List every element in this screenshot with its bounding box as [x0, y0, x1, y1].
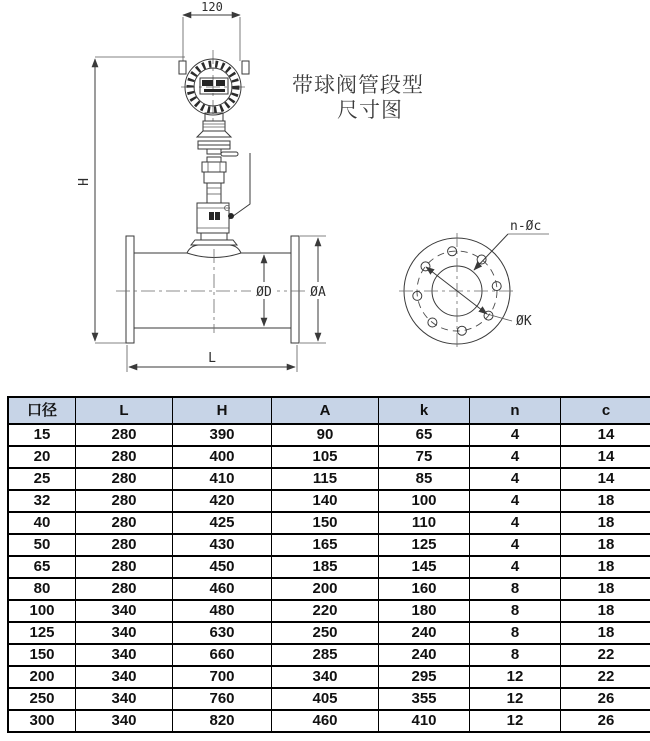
dim-label-A: ØA [310, 285, 326, 300]
table-row [8, 578, 650, 600]
table-cell: 18 [561, 600, 650, 622]
table-cell: 355 [379, 688, 470, 710]
dim-label-120: 120 [201, 0, 223, 14]
table-row [8, 446, 650, 468]
table-row [8, 600, 650, 622]
table-cell: 18 [561, 490, 650, 512]
table-cell: 185 [272, 556, 379, 578]
drawing-title [292, 74, 424, 122]
table-cell: 20 [8, 446, 76, 468]
table-cell: 140 [272, 490, 379, 512]
table-cell: 630 [173, 622, 272, 644]
table-cell: 4 [470, 534, 561, 556]
table-cell: 660 [173, 644, 272, 666]
table-cell: 100 [8, 600, 76, 622]
table-cell: 160 [379, 578, 470, 600]
table-cell: 340 [76, 600, 173, 622]
table-cell: 100 [379, 490, 470, 512]
table-cell: 340 [76, 644, 173, 666]
head-lug-left [179, 61, 186, 74]
column-header-n: n [470, 397, 561, 424]
pipe-section [116, 236, 311, 343]
dim-label-D: ØD [256, 285, 272, 300]
table-cell: 8 [470, 578, 561, 600]
valve-handle [229, 153, 250, 219]
table-cell: 145 [379, 556, 470, 578]
table-cell: 115 [272, 468, 379, 490]
table-cell: 340 [76, 622, 173, 644]
table-cell: 18 [561, 578, 650, 600]
head-lug-right [242, 61, 249, 74]
table-cell: 12 [470, 688, 561, 710]
table-cell: 340 [76, 688, 173, 710]
table-cell: 14 [561, 446, 650, 468]
dimension-bore [251, 255, 277, 326]
table-cell: 240 [379, 622, 470, 644]
table-cell: 22 [561, 666, 650, 688]
table-cell: 460 [173, 578, 272, 600]
title-line-2: 尺寸图 [337, 99, 403, 122]
table-cell: 4 [470, 556, 561, 578]
table-cell: 125 [8, 622, 76, 644]
table-cell: 4 [470, 512, 561, 534]
dimension-bolt-circle [426, 267, 532, 329]
flange-left [126, 236, 134, 343]
table-cell: 80 [8, 578, 76, 600]
title-line-1: 带球阀管段型 [292, 74, 424, 97]
table-cell: 200 [272, 578, 379, 600]
table-cell: 25 [8, 468, 76, 490]
table-cell: 4 [470, 446, 561, 468]
table-cell: 480 [173, 600, 272, 622]
table-cell: 340 [76, 666, 173, 688]
flange-right [291, 236, 299, 343]
table-cell: 280 [76, 424, 173, 446]
table-cell: 12 [470, 710, 561, 732]
table-cell: 280 [76, 490, 173, 512]
table-cell: 460 [272, 710, 379, 732]
dimension-head-width [183, 0, 240, 61]
dimension-flange-od [300, 236, 331, 343]
table-cell: 280 [76, 512, 173, 534]
table-cell: 240 [379, 644, 470, 666]
table-cell: 220 [272, 600, 379, 622]
stem-fittings [197, 113, 238, 203]
valve-handle-ball [228, 213, 234, 219]
column-header-L: L [76, 397, 173, 424]
table-cell: 18 [561, 622, 650, 644]
table-cell: 75 [379, 446, 470, 468]
table-cell: 200 [8, 666, 76, 688]
column-header-k: k [379, 397, 470, 424]
table-cell: 250 [8, 688, 76, 710]
table-cell: 425 [173, 512, 272, 534]
table-cell: 295 [379, 666, 470, 688]
table-cell: 65 [8, 556, 76, 578]
dimension-length [127, 345, 297, 372]
table-cell: 65 [379, 424, 470, 446]
table-cell: 90 [272, 424, 379, 446]
table-row [8, 622, 650, 644]
table-cell: 280 [76, 534, 173, 556]
table-cell: 8 [470, 600, 561, 622]
table-row [8, 666, 650, 688]
table-row [8, 424, 650, 446]
table-cell: 340 [272, 666, 379, 688]
table-cell: 410 [173, 468, 272, 490]
table-cell: 85 [379, 468, 470, 490]
table-cell: 26 [561, 710, 650, 732]
table-cell: 14 [561, 468, 650, 490]
table-cell: 165 [272, 534, 379, 556]
table-row [8, 512, 650, 534]
table-cell: 12 [470, 666, 561, 688]
dimension-height [77, 57, 185, 343]
table-cell: 18 [561, 556, 650, 578]
table-cell: 410 [379, 710, 470, 732]
ball-valve [197, 153, 250, 233]
table-cell: 180 [379, 600, 470, 622]
table-cell: 4 [470, 490, 561, 512]
table-row [8, 490, 650, 512]
table-cell: 820 [173, 710, 272, 732]
dim-label-L: L [208, 351, 216, 366]
dim-label-K: ØK [516, 314, 532, 329]
table-cell: 280 [76, 446, 173, 468]
flange-end-view [399, 219, 549, 349]
table-cell: 4 [470, 424, 561, 446]
column-header-diameter: 口径 [8, 397, 76, 424]
table-cell: 700 [173, 666, 272, 688]
table-cell: 390 [173, 424, 272, 446]
table-cell: 760 [173, 688, 272, 710]
table-cell: 18 [561, 512, 650, 534]
column-header-A: A [272, 397, 379, 424]
dimension-table [7, 396, 650, 733]
table-cell: 8 [470, 644, 561, 666]
table-cell: 105 [272, 446, 379, 468]
table-cell: 40 [8, 512, 76, 534]
table-cell: 430 [173, 534, 272, 556]
table-cell: 4 [470, 468, 561, 490]
hex-nut [202, 162, 226, 172]
table-cell: 50 [8, 534, 76, 556]
table-cell: 400 [173, 446, 272, 468]
table-cell: 14 [561, 424, 650, 446]
column-header-H: H [173, 397, 272, 424]
table-cell: 32 [8, 490, 76, 512]
table-row [8, 468, 650, 490]
table-row [8, 644, 650, 666]
table-cell: 26 [561, 688, 650, 710]
table-cell: 110 [379, 512, 470, 534]
dimension-table-body [8, 424, 650, 732]
table-cell: 285 [272, 644, 379, 666]
table-row [8, 710, 650, 732]
table-cell: 8 [470, 622, 561, 644]
table-cell: 405 [272, 688, 379, 710]
dim-label-H: H [77, 178, 92, 186]
dim-label-nc: n-Øc [510, 219, 542, 234]
table-cell: 450 [173, 556, 272, 578]
table-cell: 18 [561, 534, 650, 556]
table-row [8, 534, 650, 556]
table-row [8, 556, 650, 578]
table-cell: 420 [173, 490, 272, 512]
table-cell: 280 [76, 556, 173, 578]
table-cell: 125 [379, 534, 470, 556]
bleed-pin [221, 152, 238, 156]
table-cell: 250 [272, 622, 379, 644]
table-cell: 300 [8, 710, 76, 732]
table-cell: 340 [76, 710, 173, 732]
table-cell: 280 [76, 578, 173, 600]
table-cell: 280 [76, 468, 173, 490]
table-cell: 150 [272, 512, 379, 534]
table-cell: 22 [561, 644, 650, 666]
table-header-row [8, 397, 650, 424]
table-cell: 150 [8, 644, 76, 666]
column-header-c: c [561, 397, 650, 424]
table-cell: 15 [8, 424, 76, 446]
table-row [8, 688, 650, 710]
